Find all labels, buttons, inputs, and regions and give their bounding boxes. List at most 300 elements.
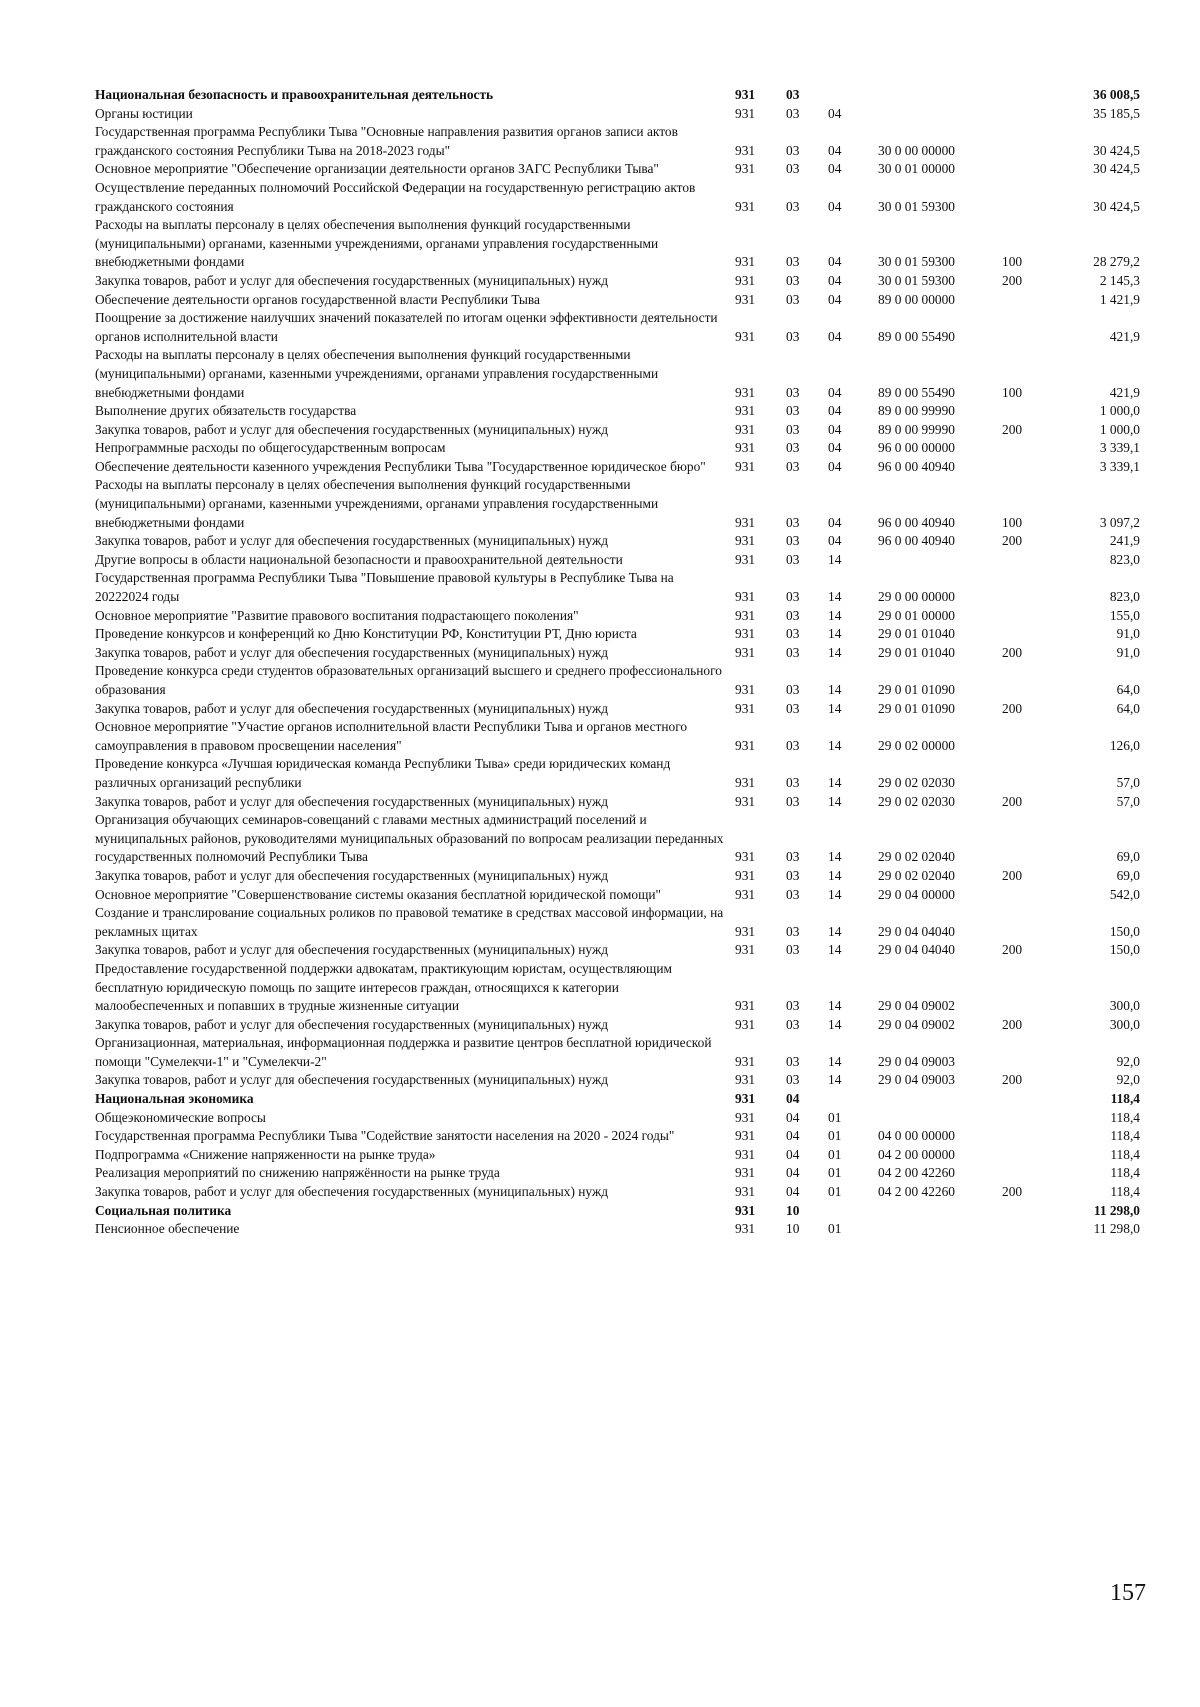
- row-admin-code: 931: [735, 607, 756, 623]
- row-subsection: 14: [828, 793, 842, 809]
- row-expense-type: 200: [1002, 1016, 1023, 1032]
- table-row: [95, 551, 1140, 570]
- row-name: Государственная программа Республики Тыва "Основные направления развития органов записи актов гражданского состояния Республики Тыва на 2018-2023 годы": [95, 124, 678, 158]
- row-amount: 823,0: [1109, 551, 1140, 567]
- row-amount: 36 008,5: [1093, 87, 1140, 102]
- row-section: 03: [786, 105, 800, 121]
- row-name: Реализация мероприятий по снижению напряжённости на рынке труда: [95, 1165, 500, 1181]
- row-subsection: 04: [828, 384, 842, 400]
- row-section: 04: [786, 1165, 800, 1181]
- row-amount: 1 000,0: [1099, 421, 1140, 437]
- row-amount: 150,0: [1109, 942, 1140, 958]
- row-target-article: 30 0 01 59300: [878, 198, 955, 214]
- row-subsection: 14: [828, 774, 842, 790]
- row-target-article: 89 0 00 99990: [878, 421, 955, 437]
- row-name: Непрограммные расходы по общегосударственным вопросам: [95, 440, 446, 456]
- row-name: Организационная, материальная, информационная поддержка и развитие центров бесплатной юридической помощи "Сумелекчи-1" и "Сумелекчи-2": [95, 1035, 712, 1069]
- row-section: 03: [786, 142, 800, 158]
- row-target-article: 96 0 00 00000: [878, 440, 955, 456]
- row-subsection: 04: [828, 328, 842, 344]
- row-target-article: 96 0 00 40940: [878, 514, 955, 530]
- row-target-article: 04 2 00 42260: [878, 1184, 955, 1200]
- row-section: 03: [786, 87, 800, 102]
- table-row: [95, 607, 1140, 626]
- row-target-article: 29 0 01 01090: [878, 700, 955, 716]
- row-admin-code: 931: [735, 793, 756, 809]
- row-section: 03: [786, 737, 800, 753]
- row-target-article: 96 0 00 40940: [878, 458, 955, 474]
- row-section: 03: [786, 942, 800, 958]
- row-target-article: 29 0 01 01040: [878, 626, 955, 642]
- row-admin-code: 931: [735, 533, 756, 549]
- row-subsection: 04: [828, 421, 842, 437]
- table-row: [95, 1016, 1140, 1035]
- table-row: [95, 476, 1140, 532]
- row-expense-type: 200: [1002, 700, 1023, 716]
- row-admin-code: 931: [735, 1091, 756, 1107]
- row-name: Осуществление переданных полномочий Российской Федерации на государственную регистрацию актов гражданского состояния: [95, 179, 696, 214]
- row-name: Проведение конкурса «Лучшая юридическая команда Республики Тыва» среди юридических команд различных организаций республики: [95, 756, 671, 790]
- row-name: Закупка товаров, работ и услуг для обеспечения государственных (муниципальных) нужд: [95, 533, 609, 549]
- table-row: [95, 1146, 1140, 1165]
- row-target-article: 29 0 00 00000: [878, 589, 955, 605]
- row-target-article: 29 0 02 02040: [878, 867, 955, 883]
- row-section: 03: [786, 867, 800, 883]
- row-amount: 64,0: [1116, 700, 1140, 716]
- row-name: Основное мероприятие "Развитие правового воспитания подрастающего поколения": [95, 607, 579, 623]
- row-section: 03: [786, 998, 800, 1014]
- row-subsection: 14: [828, 998, 842, 1014]
- row-name: Пенсионное обеспечение: [95, 1221, 240, 1237]
- row-target-article: 89 0 00 55490: [878, 328, 955, 344]
- row-name: Расходы на выплаты персоналу в целях обеспечения выполнения функций государственными (муниципальными) органами, казенными учреждениями, органами управления государственными внебюджетными фондами: [95, 347, 659, 400]
- table-row: [95, 532, 1140, 551]
- row-admin-code: 931: [735, 589, 756, 605]
- row-name: Закупка товаров, работ и услуг для обеспечения государственных (муниципальных) нужд: [95, 1016, 609, 1032]
- table-row: [95, 402, 1140, 421]
- row-name: Обеспечение деятельности казенного учреждения Республики Тыва "Государственное юридическое бюро": [95, 458, 706, 474]
- row-admin-code: 931: [735, 923, 756, 939]
- row-section: 03: [786, 458, 800, 474]
- row-admin-code: 931: [735, 998, 756, 1014]
- row-admin-code: 931: [735, 1165, 756, 1181]
- row-name: Расходы на выплаты персоналу в целях обеспечения выполнения функций государственными (муниципальными) органами, казенными учреждениями, органами управления государственными внебюджетными фондами: [95, 477, 659, 530]
- table-row: [95, 960, 1140, 1016]
- table-row: [95, 625, 1140, 644]
- row-section: 04: [786, 1128, 800, 1144]
- row-subsection: 14: [828, 849, 842, 865]
- table-row: [95, 644, 1140, 663]
- row-section: 03: [786, 607, 800, 623]
- row-amount: 118,4: [1110, 1165, 1140, 1181]
- row-section: 03: [786, 551, 800, 567]
- budget-table: [95, 86, 1140, 1239]
- row-section: 03: [786, 384, 800, 400]
- row-amount: 421,9: [1109, 328, 1140, 344]
- row-target-article: 29 0 04 04040: [878, 923, 955, 939]
- table-row: [95, 700, 1140, 719]
- row-admin-code: 931: [735, 254, 756, 270]
- row-name: Закупка товаров, работ и услуг для обеспечения государственных (муниципальных) нужд: [95, 421, 609, 437]
- row-admin-code: 931: [735, 198, 756, 214]
- row-admin-code: 931: [735, 1109, 756, 1125]
- row-subsection: 04: [828, 440, 842, 456]
- row-name: Другие вопросы в области национальной безопасности и правоохранительной деятельности: [95, 551, 623, 567]
- table-row: [95, 439, 1140, 458]
- row-section: 03: [786, 198, 800, 214]
- row-subsection: 14: [828, 589, 842, 605]
- table-row: [95, 1127, 1140, 1146]
- row-amount: 28 279,2: [1093, 254, 1140, 270]
- row-section: 03: [786, 644, 800, 660]
- row-amount: 30 424,5: [1093, 198, 1140, 214]
- row-amount: 150,0: [1109, 923, 1140, 939]
- table-row: [95, 1220, 1140, 1239]
- table-row: [95, 1090, 1140, 1109]
- row-amount: 1 000,0: [1099, 403, 1140, 419]
- row-target-article: 29 0 02 02030: [878, 793, 955, 809]
- row-section: 03: [786, 161, 800, 177]
- row-name: Органы юстиции: [95, 105, 193, 121]
- row-name: Выполнение других обязательств государства: [95, 403, 357, 419]
- row-admin-code: 931: [735, 161, 756, 177]
- row-subsection: 04: [828, 142, 842, 158]
- row-amount: 118,4: [1110, 1109, 1140, 1125]
- row-amount: 35 185,5: [1093, 105, 1140, 121]
- table-row: [95, 811, 1140, 867]
- row-admin-code: 931: [735, 403, 756, 419]
- row-subsection: 14: [828, 700, 842, 716]
- row-admin-code: 931: [735, 1184, 756, 1200]
- row-admin-code: 931: [735, 328, 756, 344]
- row-section: 03: [786, 793, 800, 809]
- row-subsection: 14: [828, 607, 842, 623]
- row-amount: 823,0: [1109, 589, 1140, 605]
- row-name: Основное мероприятие "Обеспечение организации деятельности органов ЗАГС Республики Тыва": [95, 161, 659, 177]
- row-subsection: 14: [828, 1053, 842, 1069]
- row-admin-code: 931: [735, 1146, 756, 1162]
- row-subsection: 01: [828, 1146, 842, 1162]
- table-row: [95, 1034, 1140, 1071]
- table-row: [95, 904, 1140, 941]
- table-row: [95, 86, 1140, 105]
- row-name: Закупка товаров, работ и услуг для обеспечения государственных (муниципальных) нужд: [95, 272, 609, 288]
- row-name: Подпрограмма «Снижение напряженности на рынке труда»: [95, 1146, 436, 1162]
- row-name: Обеспечение деятельности органов государственной власти Республики Тыва: [95, 291, 540, 307]
- row-admin-code: 931: [735, 458, 756, 474]
- table-row: [95, 309, 1140, 346]
- row-amount: 1 421,9: [1099, 291, 1140, 307]
- row-subsection: 14: [828, 737, 842, 753]
- row-expense-type: 200: [1002, 1184, 1023, 1200]
- row-name: Закупка товаров, работ и услуг для обеспечения государственных (муниципальных) нужд: [95, 644, 609, 660]
- table-row: [95, 886, 1140, 905]
- row-name: Предоставление государственной поддержки адвокатам, практикующим юристам, осуществляющим бесплатную юридическую помощь по защите интересов граждан, относящихся к категории малообеспеченных и попавших в трудные жизненные ситуации: [95, 960, 672, 1014]
- table-row: [95, 1183, 1140, 1202]
- row-admin-code: 931: [735, 421, 756, 437]
- row-admin-code: 931: [735, 1016, 756, 1032]
- row-admin-code: 931: [735, 1053, 756, 1069]
- row-amount: 91,0: [1116, 626, 1140, 642]
- row-admin-code: 931: [735, 440, 756, 456]
- row-section: 03: [786, 886, 800, 902]
- row-target-article: 29 0 01 01090: [878, 682, 955, 697]
- row-subsection: 14: [828, 1016, 842, 1032]
- row-subsection: 14: [828, 923, 842, 939]
- row-admin-code: 931: [735, 1221, 756, 1237]
- row-subsection: 04: [828, 514, 842, 530]
- row-expense-type: 200: [1002, 272, 1023, 288]
- row-subsection: 04: [828, 161, 842, 177]
- row-amount: 2 145,3: [1099, 272, 1140, 288]
- row-section: 03: [786, 626, 800, 642]
- row-section: 03: [786, 774, 800, 790]
- row-target-article: 30 0 01 00000: [878, 161, 955, 177]
- row-subsection: 04: [828, 458, 842, 474]
- row-amount: 11 298,0: [1093, 1221, 1140, 1237]
- row-admin-code: 931: [735, 849, 756, 865]
- row-expense-type: 200: [1002, 867, 1023, 883]
- table-row: [95, 216, 1140, 272]
- row-subsection: 01: [828, 1109, 842, 1125]
- row-subsection: 04: [828, 254, 842, 270]
- row-amount: 57,0: [1116, 774, 1140, 790]
- row-admin-code: 931: [735, 87, 756, 102]
- row-subsection: 14: [828, 626, 842, 642]
- row-name: Основное мероприятие "Совершенствование системы оказания бесплатной юридической помощи": [95, 886, 662, 902]
- table-row: [95, 1202, 1140, 1221]
- table-row: [95, 123, 1140, 160]
- row-section: 03: [786, 1053, 800, 1069]
- row-section: 04: [786, 1091, 800, 1107]
- row-amount: 69,0: [1116, 867, 1140, 883]
- row-expense-type: 200: [1002, 793, 1023, 809]
- row-subsection: 01: [828, 1128, 842, 1144]
- row-expense-type: 200: [1002, 644, 1023, 660]
- row-amount: 64,0: [1116, 682, 1140, 697]
- table-row: [95, 1071, 1140, 1090]
- row-name: Государственная программа Республики Тыва "Повышение правовой культуры в Республике Тыва на 20222024 годы: [95, 570, 674, 605]
- row-target-article: 29 0 01 01040: [878, 644, 955, 660]
- table-row: [95, 662, 1140, 699]
- row-section: 04: [786, 1184, 800, 1200]
- row-admin-code: 931: [735, 867, 756, 883]
- row-amount: 3 339,1: [1099, 440, 1140, 456]
- row-name: Основное мероприятие "Участие органов исполнительной власти Республики Тыва и органов местного самоуправления в правовом просвещении населения": [95, 719, 688, 753]
- table-row: [95, 272, 1140, 291]
- row-admin-code: 931: [735, 291, 756, 307]
- row-section: 04: [786, 1146, 800, 1162]
- row-section: 03: [786, 1016, 800, 1032]
- row-amount: 118,4: [1110, 1146, 1140, 1162]
- row-amount: 241,9: [1109, 533, 1140, 549]
- row-name: Закупка товаров, работ и услуг для обеспечения государственных (муниципальных) нужд: [95, 942, 609, 958]
- row-target-article: 89 0 00 99990: [878, 403, 955, 419]
- row-amount: 155,0: [1109, 607, 1140, 623]
- row-subsection: 01: [828, 1184, 842, 1200]
- row-subsection: 14: [828, 682, 842, 697]
- row-expense-type: 200: [1002, 942, 1023, 958]
- row-admin-code: 931: [735, 384, 756, 400]
- row-admin-code: 931: [735, 514, 756, 530]
- row-subsection: 01: [828, 1165, 842, 1181]
- row-subsection: 04: [828, 533, 842, 549]
- row-amount: 118,4: [1110, 1128, 1140, 1144]
- row-admin-code: 931: [735, 774, 756, 790]
- row-name: Закупка товаров, работ и услуг для обеспечения государственных (муниципальных) нужд: [95, 1184, 609, 1200]
- row-subsection: 14: [828, 1072, 842, 1088]
- row-subsection: 04: [828, 403, 842, 419]
- row-name: Закупка товаров, работ и услуг для обеспечения государственных (муниципальных) нужд: [95, 1072, 609, 1088]
- row-section: 03: [786, 291, 800, 307]
- row-section: 03: [786, 923, 800, 939]
- row-admin-code: 931: [735, 700, 756, 716]
- row-amount: 92,0: [1116, 1072, 1140, 1088]
- row-expense-type: 200: [1002, 1072, 1023, 1088]
- row-section: 03: [786, 1072, 800, 1088]
- row-admin-code: 931: [735, 105, 756, 121]
- row-target-article: 29 0 01 00000: [878, 607, 955, 623]
- row-admin-code: 931: [735, 886, 756, 902]
- row-subsection: 04: [828, 198, 842, 214]
- row-target-article: 89 0 00 00000: [878, 291, 955, 307]
- row-target-article: 29 0 04 09003: [878, 1072, 955, 1088]
- row-name: Социальная политика: [95, 1202, 232, 1218]
- row-amount: 300,0: [1109, 998, 1140, 1014]
- row-amount: 30 424,5: [1093, 142, 1140, 158]
- row-amount: 91,0: [1116, 644, 1140, 660]
- table-row: [95, 755, 1140, 792]
- row-subsection: 14: [828, 644, 842, 660]
- row-target-article: 29 0 04 00000: [878, 886, 955, 902]
- table-row: [95, 160, 1140, 179]
- table-row: [95, 421, 1140, 440]
- row-target-article: 89 0 00 55490: [878, 384, 955, 400]
- row-admin-code: 931: [735, 142, 756, 158]
- row-section: 04: [786, 1109, 800, 1125]
- table-row: [95, 179, 1140, 216]
- row-name: Закупка товаров, работ и услуг для обеспечения государственных (муниципальных) нужд: [95, 793, 609, 809]
- row-section: 10: [786, 1221, 800, 1237]
- row-amount: 57,0: [1116, 793, 1140, 809]
- table-row: [95, 1164, 1140, 1183]
- row-expense-type: 100: [1002, 384, 1023, 400]
- row-admin-code: 931: [735, 551, 756, 567]
- row-amount: 69,0: [1116, 849, 1140, 865]
- row-target-article: 04 2 00 42260: [878, 1165, 955, 1181]
- row-target-article: 29 0 04 09002: [878, 998, 955, 1014]
- table-row: [95, 105, 1140, 124]
- row-section: 10: [786, 1202, 800, 1218]
- table-row: [95, 867, 1140, 886]
- row-expense-type: 100: [1002, 254, 1023, 270]
- row-subsection: 04: [828, 105, 842, 121]
- row-name: Государственная программа Республики Тыва "Содействие занятости населения на 2020 - 2024 годы": [95, 1128, 675, 1144]
- row-amount: 118,4: [1110, 1091, 1140, 1107]
- row-name: Закупка товаров, работ и услуг для обеспечения государственных (муниципальных) нужд: [95, 700, 609, 716]
- row-target-article: 30 0 01 59300: [878, 272, 955, 288]
- row-amount: 11 298,0: [1093, 1202, 1140, 1218]
- table-row: [95, 569, 1140, 606]
- row-subsection: 14: [828, 551, 842, 567]
- row-subsection: 01: [828, 1221, 842, 1237]
- row-target-article: 29 0 02 02040: [878, 849, 955, 865]
- row-amount: 30 424,5: [1093, 161, 1140, 177]
- row-subsection: 04: [828, 291, 842, 307]
- row-target-article: 29 0 02 02030: [878, 774, 955, 790]
- row-section: 03: [786, 533, 800, 549]
- row-amount: 542,0: [1109, 886, 1140, 902]
- row-admin-code: 931: [735, 682, 756, 697]
- row-amount: 118,4: [1110, 1184, 1140, 1200]
- row-target-article: 29 0 04 09002: [878, 1016, 955, 1032]
- row-target-article: 30 0 00 00000: [878, 142, 955, 158]
- row-target-article: 30 0 01 59300: [878, 254, 955, 270]
- row-section: 03: [786, 328, 800, 344]
- row-target-article: 04 0 00 00000: [878, 1128, 955, 1144]
- row-section: 03: [786, 589, 800, 605]
- row-target-article: 29 0 04 09003: [878, 1053, 955, 1069]
- row-expense-type: 200: [1002, 421, 1023, 437]
- row-name: Закупка товаров, работ и услуг для обеспечения государственных (муниципальных) нужд: [95, 867, 609, 883]
- row-section: 03: [786, 514, 800, 530]
- row-name: Проведение конкурса среди студентов образовательных организаций высшего и среднего профессионального образования: [95, 663, 722, 697]
- row-name: Проведение конкурсов и конференций ко Дню Конституции РФ, Конституции РТ, Дню юриста: [95, 626, 637, 642]
- row-expense-type: 200: [1002, 533, 1023, 549]
- row-admin-code: 931: [735, 1128, 756, 1144]
- row-section: 03: [786, 403, 800, 419]
- table-row: [95, 941, 1140, 960]
- row-amount: 92,0: [1116, 1053, 1140, 1069]
- row-subsection: 14: [828, 886, 842, 902]
- table-row: [95, 458, 1140, 477]
- row-target-article: 29 0 04 04040: [878, 942, 955, 958]
- row-amount: 126,0: [1109, 737, 1140, 753]
- row-admin-code: 931: [735, 272, 756, 288]
- page-number: 157: [1110, 1580, 1146, 1606]
- row-section: 03: [786, 849, 800, 865]
- row-admin-code: 931: [735, 644, 756, 660]
- table-row: [95, 291, 1140, 310]
- row-admin-code: 931: [735, 737, 756, 753]
- row-name: Расходы на выплаты персоналу в целях обеспечения выполнения функций государственными (муниципальными) органами, казенными учреждениями, органами управления государственными внебюджетными фондами: [95, 217, 659, 270]
- row-expense-type: 100: [1002, 514, 1023, 530]
- row-amount: 3 097,2: [1099, 514, 1140, 530]
- row-name: Национальная экономика: [95, 1091, 254, 1107]
- row-target-article: 29 0 02 00000: [878, 737, 955, 753]
- table-row: [95, 793, 1140, 812]
- table-row: [95, 718, 1140, 755]
- row-section: 03: [786, 682, 800, 697]
- row-section: 03: [786, 700, 800, 716]
- row-section: 03: [786, 272, 800, 288]
- table-row: [95, 346, 1140, 402]
- row-name: Общеэкономические вопросы: [95, 1109, 266, 1125]
- row-name: Национальная безопасность и правоохранительная деятельность: [95, 87, 494, 102]
- row-subsection: 14: [828, 942, 842, 958]
- row-target-article: 04 2 00 00000: [878, 1146, 955, 1162]
- row-amount: 3 339,1: [1099, 458, 1140, 474]
- row-section: 03: [786, 440, 800, 456]
- row-subsection: 14: [828, 867, 842, 883]
- row-admin-code: 931: [735, 626, 756, 642]
- row-amount: 421,9: [1109, 384, 1140, 400]
- row-admin-code: 931: [735, 1072, 756, 1088]
- row-target-article: 96 0 00 40940: [878, 533, 955, 549]
- row-admin-code: 931: [735, 942, 756, 958]
- row-name: Поощрение за достижение наилучших значений показателей по итогам оценки эффективности деятельности органов исполнительной власти: [95, 310, 718, 344]
- row-name: Создание и транслирование социальных роликов по правовой тематике в средствах массовой информации, на рекламных щитах: [95, 905, 724, 939]
